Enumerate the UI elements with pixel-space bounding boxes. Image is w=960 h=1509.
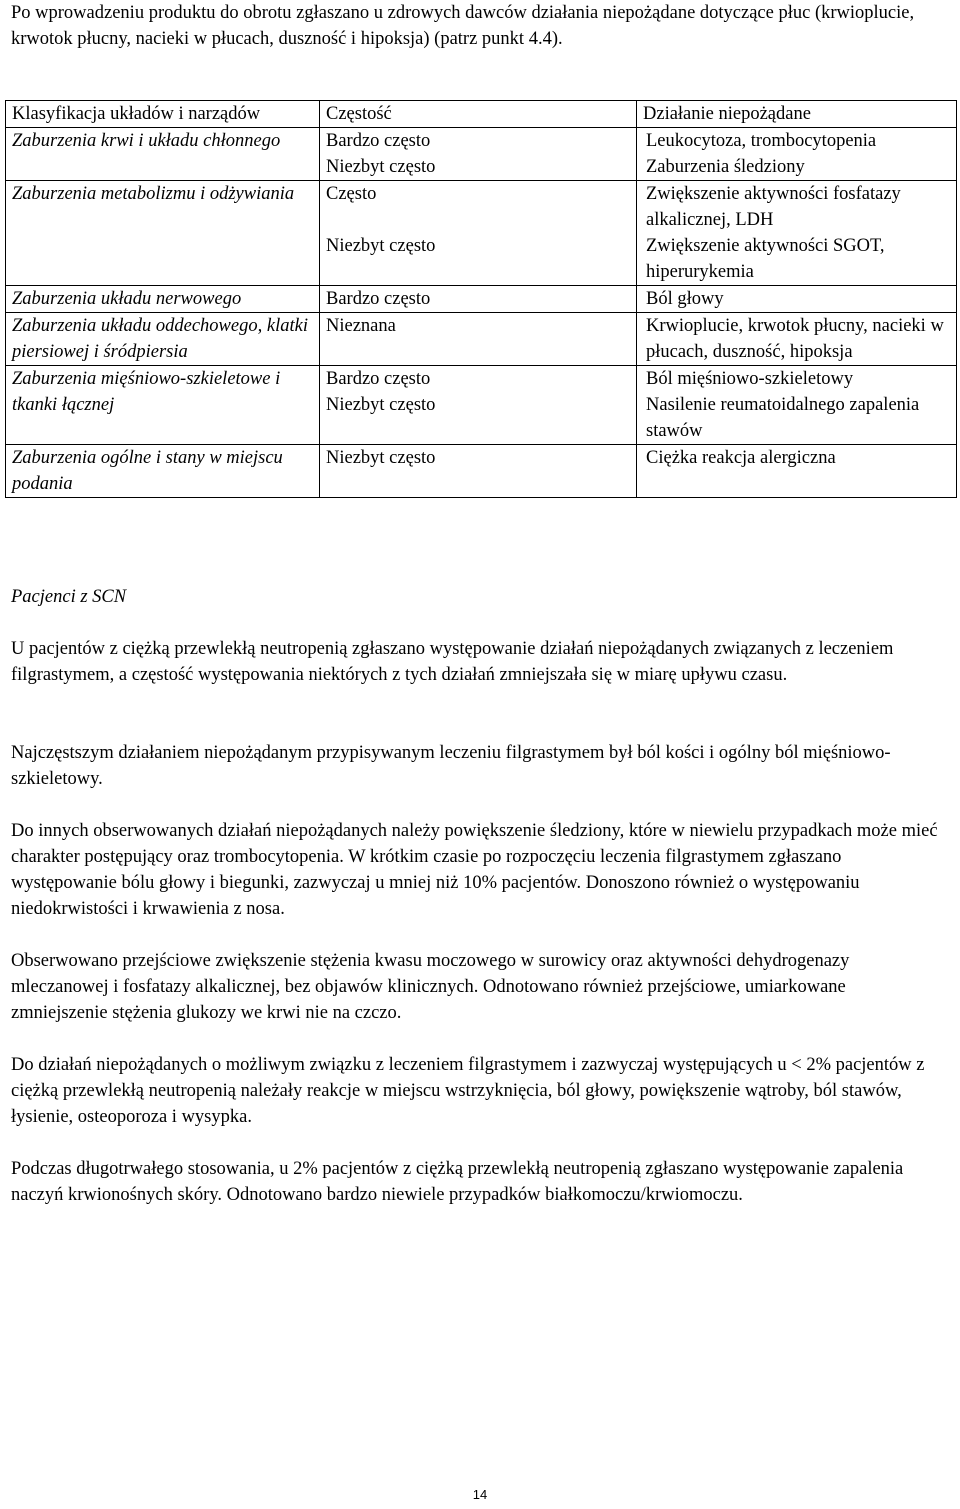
- frequency-cell: Niezbyt często: [320, 233, 637, 286]
- table-row: [6, 313, 957, 366]
- table-header-row: [6, 101, 957, 128]
- adverse-reaction-cell: Ból głowy: [637, 286, 957, 313]
- soc-cell: Zaburzenia układu oddechowego, klatki piersiowej i śródpiersia: [6, 313, 320, 366]
- frequency-cell: Niezbyt często: [320, 392, 637, 445]
- soc-cell: Zaburzenia ogólne i stany w miejscu podania: [6, 445, 320, 498]
- soc-cell: Zaburzenia metabolizmu i odżywiania: [6, 181, 320, 286]
- adverse-reaction-cell: Krwioplucie, krwotok płucny, nacieki w płucach, duszność, hipoksja: [637, 313, 957, 366]
- soc-cell: Zaburzenia krwi i układu chłonnego: [6, 128, 320, 181]
- adverse-reaction-cell: Zwiększenie aktywności SGOT, hiperurykemia: [637, 233, 957, 286]
- frequency-cell: Niezbyt często: [320, 154, 637, 181]
- table-row: [6, 286, 957, 313]
- body-paragraph: Do działań niepożądanych o możliwym związku z leczeniem filgrastymem i zazwyczaj występujących u < 2% pacjentów z ciężką przewlekłą neutropenią należały reakcje w miejscu wstrzyknięcia, ból głowy, powiększenie wątroby, ból stawów, łysienie, osteoporoza i wysypka.: [11, 1055, 925, 1127]
- intro-paragraph: Po wprowadzeniu produktu do obrotu zgłaszano u zdrowych dawców działania niepożądane dotyczące płuc (krwioplucie, krwotok płucny, nacieki w płucach, duszność i hipoksja) (patrz punkt 4.4).: [11, 3, 915, 49]
- table-row: [6, 366, 957, 393]
- adverse-reaction-cell: Zwiększenie aktywności fosfatazy alkalicznej, LDH: [637, 181, 957, 234]
- frequency-cell: Bardzo często: [320, 366, 637, 393]
- body-paragraph: Obserwowano przejściowe zwiększenie stężenia kwasu moczowego w surowicy oraz aktywności dehydrogenazy mleczanowej i fosfatazy alkalicznej, bez objawów klinicznych. Odnotowano również przejściowe, umiarkowane zmniejszenie stężenia glukozy we krwi nie na czczo.: [11, 951, 850, 1023]
- adverse-reaction-cell: Ciężka reakcja alergiczna: [637, 445, 957, 498]
- soc-cell: Zaburzenia układu nerwowego: [6, 286, 320, 313]
- adverse-reaction-cell: Zaburzenia śledziony: [637, 154, 957, 181]
- frequency-cell: Bardzo często: [320, 128, 637, 155]
- page-number: 14: [472, 1487, 488, 1502]
- frequency-cell: Nieznana: [320, 313, 637, 366]
- adverse-reaction-cell: Ból mięśniowo-szkieletowy: [637, 366, 957, 393]
- body-paragraph: U pacjentów z ciężką przewlekłą neutropenią zgłaszano występowanie działań niepożądanych związanych z leczeniem filgrastymem, a częstość występowania niektórych z tych działań zmniejszała się w miarę upływu czasu.: [11, 639, 894, 685]
- adverse-reaction-cell: Leukocytoza, trombocytopenia: [637, 128, 957, 155]
- soc-cell: Zaburzenia mięśniowo-szkieletowe i tkanki łącznej: [6, 366, 320, 445]
- adverse-reactions-table: [5, 100, 957, 498]
- adverse-reaction-cell: Nasilenie reumatoidalnego zapalenia stawów: [637, 392, 957, 445]
- body-paragraph: Podczas długotrwałego stosowania, u 2% pacjentów z ciężką przewlekłą neutropenią zgłaszano występowanie zapalenia naczyń krwionośnych skóry. Odnotowano bardzo niewiele przypadków białkomoczu/krwiomoczu.: [11, 1159, 904, 1205]
- table-row: [6, 181, 957, 234]
- body-paragraph: Do innych obserwowanych działań niepożądanych należy powiększenie śledziony, które w niewielu przypadkach może mieć charakter postępujący oraz trombocytopenia. W krótkim czasie po rozpoczęciu leczenia filgrastymem zgłaszano występowanie bólu głowy i biegunki, zazwyczaj u mniej niż 10% pacjentów. Donoszono również o występowaniu niedokrwistości i krwawienia z nosa.: [11, 821, 938, 919]
- header-frequency: Częstość: [320, 101, 637, 128]
- section-subheading: Pacjenci z SCN: [11, 587, 127, 607]
- frequency-cell: Bardzo często: [320, 286, 637, 313]
- frequency-cell: Niezbyt często: [320, 445, 637, 498]
- frequency-cell: Często: [320, 181, 637, 234]
- table-row: [6, 128, 957, 155]
- header-soc: Klasyfikacja układów i narządów: [6, 101, 320, 128]
- body-paragraph: Najczęstszym działaniem niepożądanym przypisywanym leczeniu filgrastymem był ból kości i ogólny ból mięśniowo-szkieletowy.: [11, 743, 891, 789]
- header-adverse-reaction: Działanie niepożądane: [637, 101, 957, 128]
- table-row: [6, 445, 957, 498]
